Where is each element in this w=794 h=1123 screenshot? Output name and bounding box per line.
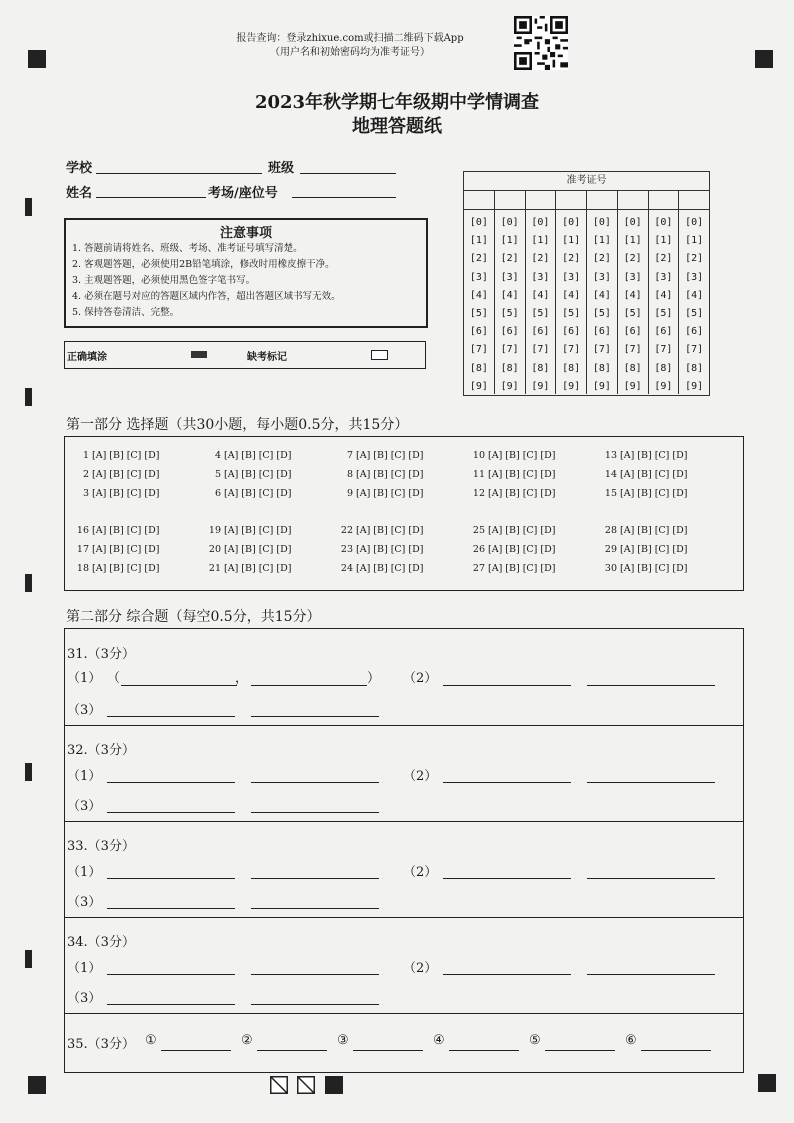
timing-mark-top-right <box>755 50 773 68</box>
exam-id-bubble[interactable]: [2] <box>531 253 550 265</box>
question-number: 18 <box>76 563 89 574</box>
room-seat-field[interactable] <box>292 196 396 198</box>
blank-1-label: ① <box>145 1033 157 1048</box>
answer-options[interactable]: [A] [B] [C] [D] <box>224 563 292 574</box>
choice-question-29[interactable] <box>601 544 687 555</box>
side-mark <box>25 198 32 216</box>
exam-id-bubble[interactable]: [1] <box>592 235 611 247</box>
question-number: 15 <box>604 488 617 499</box>
exam-id-bubble[interactable]: [7] <box>623 344 642 356</box>
exam-id-bubble[interactable]: [2] <box>685 253 704 265</box>
exam-id-bubble[interactable]: [0] <box>469 217 488 228</box>
part2-title: 第二部分 综合题（每空0.5分，共15分） <box>66 609 321 625</box>
answer-options[interactable]: [A] [B] [C] [D] <box>92 469 160 480</box>
question-number: 1 <box>82 450 89 461</box>
answer-line[interactable] <box>443 973 571 975</box>
exam-id-grid <box>463 171 710 396</box>
exam-id-column <box>526 210 557 394</box>
answer-line[interactable] <box>251 1003 379 1005</box>
exam-id-bubble[interactable]: [1] <box>654 235 673 247</box>
answer-options[interactable]: [A] [B] [C] [D] <box>620 488 688 499</box>
report-query-note: （用户名和初始密码均为准考证号） <box>270 47 430 58</box>
correct-fill-label: 正确填涂 <box>67 352 107 363</box>
exam-id-bubble[interactable]: [9] <box>469 380 488 392</box>
question-34-label: 34.（3分） <box>67 935 135 950</box>
exam-id-bubble[interactable]: [8] <box>500 362 519 374</box>
question-34-section <box>65 917 743 1014</box>
answer-line[interactable] <box>449 1049 519 1051</box>
exam-id-bubble[interactable]: [6] <box>685 326 704 338</box>
answer-options[interactable]: [A] [B] [C] [D] <box>224 450 292 461</box>
answer-line[interactable] <box>251 877 379 879</box>
question-number: 10 <box>472 450 485 461</box>
exam-id-bubble[interactable]: [1] <box>469 235 488 247</box>
exam-id-bubble[interactable]: [9] <box>500 380 519 392</box>
answer-line[interactable] <box>251 811 379 813</box>
exam-id-bubble[interactable]: [9] <box>654 380 673 392</box>
answer-options[interactable]: [A] [B] [C] [D] <box>356 563 424 574</box>
answer-options[interactable]: [A] [B] [C] [D] <box>488 469 556 480</box>
exam-id-bubble[interactable]: [7] <box>562 344 581 356</box>
question-number: 7 <box>346 450 353 461</box>
exam-id-bubble[interactable]: [6] <box>500 326 519 338</box>
choice-question-21[interactable] <box>205 563 291 574</box>
page-mark-slash-icon <box>297 1076 315 1094</box>
choice-question-4[interactable] <box>205 450 291 461</box>
notice-title: 注意事项 <box>219 226 272 241</box>
choice-question-30[interactable] <box>601 563 687 574</box>
sub-1-label: （1） <box>67 961 102 976</box>
exam-id-bubble[interactable]: [4] <box>685 289 704 301</box>
choice-question-28[interactable] <box>601 525 687 536</box>
choice-question-5[interactable] <box>205 469 291 480</box>
fill-example-box <box>64 341 426 369</box>
exam-id-bubble[interactable]: [5] <box>592 308 611 320</box>
exam-id-bubble[interactable]: [4] <box>592 289 611 301</box>
exam-id-bubble[interactable]: [3] <box>685 271 704 283</box>
answer-line[interactable] <box>641 1049 711 1051</box>
exam-id-bubble[interactable]: [5] <box>654 308 673 320</box>
answer-line[interactable] <box>121 684 237 686</box>
exam-id-bubble[interactable]: [4] <box>623 289 642 301</box>
answer-line[interactable] <box>353 1049 423 1051</box>
exam-id-bubble[interactable]: [1] <box>562 235 581 247</box>
answer-line[interactable] <box>251 781 379 783</box>
answer-options[interactable]: [A] [B] [C] [D] <box>356 525 424 536</box>
exam-id-bubble[interactable]: [8] <box>654 362 673 374</box>
answer-line[interactable] <box>107 1003 235 1005</box>
exam-id-bubble[interactable]: [2] <box>500 253 519 265</box>
choice-question-27[interactable] <box>469 563 555 574</box>
choice-question-16[interactable] <box>73 525 159 536</box>
exam-id-bubble[interactable]: [3] <box>562 271 581 283</box>
choice-question-18[interactable] <box>73 563 159 574</box>
exam-id-bubble[interactable]: [6] <box>531 326 550 338</box>
exam-id-column <box>556 210 587 394</box>
exam-id-bubble[interactable]: [8] <box>562 362 581 374</box>
exam-id-bubble[interactable]: [7] <box>469 344 488 356</box>
answer-line[interactable] <box>443 781 571 783</box>
sub-1-label: （1） <box>67 671 102 686</box>
exam-id-column <box>679 210 709 394</box>
blank-4-label: ④ <box>433 1033 445 1048</box>
page-title: 2023年秋学期七年级期中学情调查 <box>254 92 540 113</box>
notice-box <box>64 218 428 328</box>
answer-options[interactable]: [A] [B] [C] [D] <box>620 469 688 480</box>
answer-options[interactable]: [A] [B] [C] [D] <box>488 544 556 555</box>
blank-3-label: ③ <box>337 1033 349 1048</box>
question-number: 26 <box>472 544 485 555</box>
exam-id-bubble[interactable]: [1] <box>500 235 519 247</box>
choice-question-2[interactable] <box>73 469 159 480</box>
answer-line[interactable] <box>587 781 715 783</box>
answer-line[interactable] <box>251 684 367 686</box>
timing-mark-bottom-left <box>28 1076 46 1094</box>
part1-title: 第一部分 选择题（共30小题，每小题0.5分，共15分） <box>66 417 409 433</box>
side-mark <box>25 574 32 592</box>
answer-line[interactable] <box>107 781 235 783</box>
choice-question-7[interactable] <box>337 450 423 461</box>
exam-id-bubble[interactable]: [9] <box>562 380 581 392</box>
class-label: 班级 <box>268 161 295 176</box>
answer-line[interactable] <box>161 1049 231 1051</box>
question-number: 12 <box>472 488 485 499</box>
comma: ， <box>235 671 249 686</box>
answer-options[interactable]: [A] [B] [C] [D] <box>620 563 688 574</box>
question-number: 22 <box>340 525 353 536</box>
question-33-section <box>65 821 743 918</box>
blank-2-label: ② <box>241 1033 253 1048</box>
correct-fill-sample <box>191 351 207 358</box>
exam-id-bubble[interactable]: [8] <box>623 362 642 374</box>
school-label: 学校 <box>66 161 93 176</box>
side-mark <box>25 388 32 406</box>
exam-id-bubble[interactable]: [8] <box>469 362 488 374</box>
choice-question-6[interactable] <box>205 488 291 499</box>
choice-question-1[interactable] <box>73 450 159 461</box>
question-number: 24 <box>340 563 353 574</box>
answer-line[interactable] <box>107 715 235 717</box>
answer-options[interactable]: [A] [B] [C] [D] <box>620 544 688 555</box>
question-31-label: 31.（3分） <box>67 647 135 662</box>
exam-id-column <box>618 210 649 394</box>
sub-1-label: （1） <box>67 769 102 784</box>
exam-id-bubble[interactable]: [4] <box>654 289 673 301</box>
exam-id-bubble[interactable]: [5] <box>469 308 488 320</box>
choice-question-26[interactable] <box>469 544 555 555</box>
answer-options[interactable]: [A] [B] [C] [D] <box>488 563 556 574</box>
sub-2-label: （2） <box>403 865 438 880</box>
choice-question-24[interactable] <box>337 563 423 574</box>
answer-options[interactable]: [A] [B] [C] [D] <box>356 544 424 555</box>
exam-id-bubble[interactable]: [4] <box>500 289 519 301</box>
question-number: 23 <box>340 544 353 555</box>
answer-options[interactable]: [A] [B] [C] [D] <box>224 525 292 536</box>
answer-options[interactable]: [A] [B] [C] [D] <box>92 488 160 499</box>
timing-mark-bottom-right <box>758 1074 776 1092</box>
question-33-label: 33.（3分） <box>67 839 135 854</box>
exam-id-bubble[interactable]: [9] <box>623 380 642 392</box>
answer-options[interactable]: [A] [B] [C] [D] <box>488 450 556 461</box>
exam-id-write-row[interactable] <box>464 191 709 210</box>
question-number: 16 <box>76 525 89 536</box>
exam-id-column <box>495 210 526 394</box>
exam-id-bubble[interactable]: [7] <box>685 344 704 356</box>
question-number: 4 <box>214 450 221 461</box>
blank-5-label: ⑤ <box>529 1033 541 1048</box>
answer-options[interactable]: [A] [B] [C] [D] <box>488 488 556 499</box>
exam-id-bubble[interactable]: [2] <box>654 253 673 265</box>
question-31-section <box>65 629 743 726</box>
choice-question-8[interactable] <box>337 469 423 480</box>
absent-mark-checkbox[interactable] <box>371 350 388 360</box>
exam-id-bubble[interactable]: [0] <box>562 217 581 228</box>
exam-id-bubble[interactable]: [4] <box>562 289 581 301</box>
comprehensive-answer-box <box>64 628 744 1073</box>
exam-id-bubble[interactable]: [5] <box>500 308 519 320</box>
question-number: 21 <box>208 563 221 574</box>
exam-id-bubble[interactable]: [0] <box>592 217 611 228</box>
choice-question-15[interactable] <box>601 488 687 499</box>
choice-question-3[interactable] <box>73 488 159 499</box>
choice-question-11[interactable] <box>469 469 555 480</box>
exam-id-bubble[interactable]: [8] <box>531 362 550 374</box>
side-mark <box>25 950 32 968</box>
exam-id-bubble[interactable]: [1] <box>531 235 550 247</box>
exam-id-bubble[interactable]: [0] <box>654 217 673 228</box>
notice-item: 3. 主观题答题，必须使用黑色签字笔书写。 <box>72 275 256 286</box>
exam-id-bubble[interactable]: [3] <box>592 271 611 283</box>
exam-id-bubble[interactable]: [5] <box>623 308 642 320</box>
exam-id-column <box>649 210 680 394</box>
exam-id-bubble[interactable]: [6] <box>623 326 642 338</box>
choice-question-10[interactable] <box>469 450 555 461</box>
exam-id-bubble[interactable]: [3] <box>469 271 488 283</box>
notice-item: 4. 必须在题号对应的答题区域内作答，超出答题区域书写无效。 <box>72 291 341 302</box>
notice-item: 2. 客观题答题，必须使用2B铅笔填涂，修改时用橡皮擦干净。 <box>72 259 335 270</box>
exam-id-bubble[interactable]: [0] <box>500 217 519 228</box>
timing-mark-top-left <box>28 50 46 68</box>
exam-id-bubble[interactable]: [1] <box>623 235 642 247</box>
exam-id-bubble[interactable]: [9] <box>685 380 704 392</box>
question-number: 6 <box>214 488 221 499</box>
choice-question-17[interactable] <box>73 544 159 555</box>
room-seat-label: 考场/座位号 <box>208 186 278 201</box>
question-number: 17 <box>76 544 89 555</box>
choice-answer-box <box>64 436 744 591</box>
answer-line[interactable] <box>443 877 571 879</box>
exam-id-bubble[interactable]: [6] <box>562 326 581 338</box>
answer-line[interactable] <box>587 877 715 879</box>
sub-3-label: （3） <box>67 991 102 1006</box>
exam-id-bubble[interactable]: [6] <box>592 326 611 338</box>
exam-id-columns <box>464 210 709 394</box>
choice-question-14[interactable] <box>601 469 687 480</box>
answer-options[interactable]: [A] [B] [C] [D] <box>488 525 556 536</box>
question-number: 9 <box>346 488 353 499</box>
choice-question-22[interactable] <box>337 525 423 536</box>
answer-options[interactable]: [A] [B] [C] [D] <box>224 488 292 499</box>
answer-line[interactable] <box>587 684 715 686</box>
question-number: 19 <box>208 525 221 536</box>
choice-question-13[interactable] <box>601 450 687 461</box>
answer-options[interactable]: [A] [B] [C] [D] <box>92 525 160 536</box>
question-32-label: 32.（3分） <box>67 743 135 758</box>
answer-options[interactable]: [A] [B] [C] [D] <box>92 544 160 555</box>
blank-6-label: ⑥ <box>625 1033 637 1048</box>
exam-id-bubble[interactable]: [9] <box>592 380 611 392</box>
exam-id-column <box>587 210 618 394</box>
question-number: 13 <box>604 450 617 461</box>
class-field[interactable] <box>300 172 396 174</box>
exam-id-label: 准考证号 <box>464 172 709 191</box>
sub-3-label: （3） <box>67 703 102 718</box>
answer-options[interactable]: [A] [B] [C] [D] <box>356 450 424 461</box>
answer-line[interactable] <box>443 684 571 686</box>
answer-options[interactable]: [A] [B] [C] [D] <box>224 469 292 480</box>
exam-id-bubble[interactable]: [0] <box>685 217 704 228</box>
question-number: 11 <box>472 469 485 480</box>
answer-line[interactable] <box>107 811 235 813</box>
answer-line[interactable] <box>587 973 715 975</box>
exam-id-bubble[interactable]: [3] <box>654 271 673 283</box>
exam-id-column <box>464 210 495 394</box>
choice-question-9[interactable] <box>337 488 423 499</box>
page-subtitle: 地理答题纸 <box>352 116 442 137</box>
page-mark-filled <box>325 1076 343 1094</box>
sub-3-label: （3） <box>67 799 102 814</box>
question-number: 30 <box>604 563 617 574</box>
question-number: 3 <box>82 488 89 499</box>
exam-id-bubble[interactable]: [6] <box>654 326 673 338</box>
exam-id-bubble[interactable]: [2] <box>469 253 488 265</box>
answer-options[interactable]: [A] [B] [C] [D] <box>92 450 160 461</box>
exam-id-bubble[interactable]: [9] <box>531 380 550 392</box>
answer-line[interactable] <box>251 715 379 717</box>
exam-id-bubble[interactable]: [5] <box>562 308 581 320</box>
exam-id-bubble[interactable]: [0] <box>623 217 642 228</box>
report-query-line: 报告查询：登录zhixue.com或扫描二维码下载App <box>236 33 464 44</box>
choice-question-25[interactable] <box>469 525 555 536</box>
answer-options[interactable]: [A] [B] [C] [D] <box>92 563 160 574</box>
exam-id-bubble[interactable]: [4] <box>531 289 550 301</box>
exam-id-bubble[interactable]: [2] <box>562 253 581 265</box>
answer-options[interactable]: [A] [B] [C] [D] <box>356 488 424 499</box>
answer-line[interactable] <box>107 907 235 909</box>
exam-id-bubble[interactable]: [7] <box>500 344 519 356</box>
sub-2-label: （2） <box>403 769 438 784</box>
exam-id-bubble[interactable]: [5] <box>531 308 550 320</box>
sub-1-label: （1） <box>67 865 102 880</box>
question-number: 20 <box>208 544 221 555</box>
question-35-section <box>65 1013 743 1070</box>
choice-question-12[interactable] <box>469 488 555 499</box>
name-label: 姓名 <box>66 186 93 201</box>
paren-close: ） <box>367 671 381 686</box>
sub-3-label: （3） <box>67 895 102 910</box>
question-35-label: 35.（3分） <box>67 1037 135 1052</box>
answer-line[interactable] <box>251 973 379 975</box>
question-number: 29 <box>604 544 617 555</box>
question-number: 25 <box>472 525 485 536</box>
question-number: 28 <box>604 525 617 536</box>
qr-code-icon[interactable] <box>514 16 568 70</box>
answer-line[interactable] <box>545 1049 615 1051</box>
choice-question-23[interactable] <box>337 544 423 555</box>
exam-id-bubble[interactable]: [3] <box>623 271 642 283</box>
exam-id-bubble[interactable]: [4] <box>469 289 488 301</box>
choice-question-20[interactable] <box>205 544 291 555</box>
answer-line[interactable] <box>257 1049 327 1051</box>
exam-id-bubble[interactable]: [6] <box>469 326 488 338</box>
exam-id-bubble[interactable]: [5] <box>685 308 704 320</box>
answer-options[interactable]: [A] [B] [C] [D] <box>224 544 292 555</box>
sub-2-label: （2） <box>403 961 438 976</box>
side-mark <box>25 763 32 781</box>
absent-mark-label: 缺考标记 <box>247 352 287 363</box>
question-number: 2 <box>82 469 89 480</box>
name-field[interactable] <box>96 196 206 198</box>
notice-item: 1. 答题前请将姓名、班级、考场、准考证号填写清楚。 <box>72 243 303 254</box>
exam-id-bubble[interactable]: [7] <box>592 344 611 356</box>
exam-id-bubble[interactable]: [2] <box>592 253 611 265</box>
exam-id-bubble[interactable]: [2] <box>623 253 642 265</box>
answer-options[interactable]: [A] [B] [C] [D] <box>620 525 688 536</box>
paren-open: （ <box>107 671 121 686</box>
answer-options[interactable]: [A] [B] [C] [D] <box>620 450 688 461</box>
question-number: 14 <box>604 469 617 480</box>
answer-line[interactable] <box>107 973 235 975</box>
choice-question-19[interactable] <box>205 525 291 536</box>
exam-id-bubble[interactable]: [0] <box>531 217 550 228</box>
exam-id-bubble[interactable]: [8] <box>685 362 704 374</box>
answer-line[interactable] <box>251 907 379 909</box>
question-number: 27 <box>472 563 485 574</box>
school-field[interactable] <box>96 172 262 174</box>
exam-id-bubble[interactable]: [8] <box>592 362 611 374</box>
notice-item: 5. 保持答卷清洁、完整。 <box>72 307 180 318</box>
exam-id-bubble[interactable]: [7] <box>531 344 550 356</box>
question-number: 8 <box>346 469 353 480</box>
answer-options[interactable]: [A] [B] [C] [D] <box>356 469 424 480</box>
exam-id-bubble[interactable]: [3] <box>500 271 519 283</box>
answer-line[interactable] <box>107 877 235 879</box>
page-mark-slash-icon <box>270 1076 288 1094</box>
exam-id-bubble[interactable]: [1] <box>685 235 704 247</box>
question-number: 5 <box>214 469 221 480</box>
sub-2-label: （2） <box>403 671 438 686</box>
question-32-section <box>65 725 743 822</box>
exam-id-bubble[interactable]: [7] <box>654 344 673 356</box>
exam-id-bubble[interactable]: [3] <box>531 271 550 283</box>
